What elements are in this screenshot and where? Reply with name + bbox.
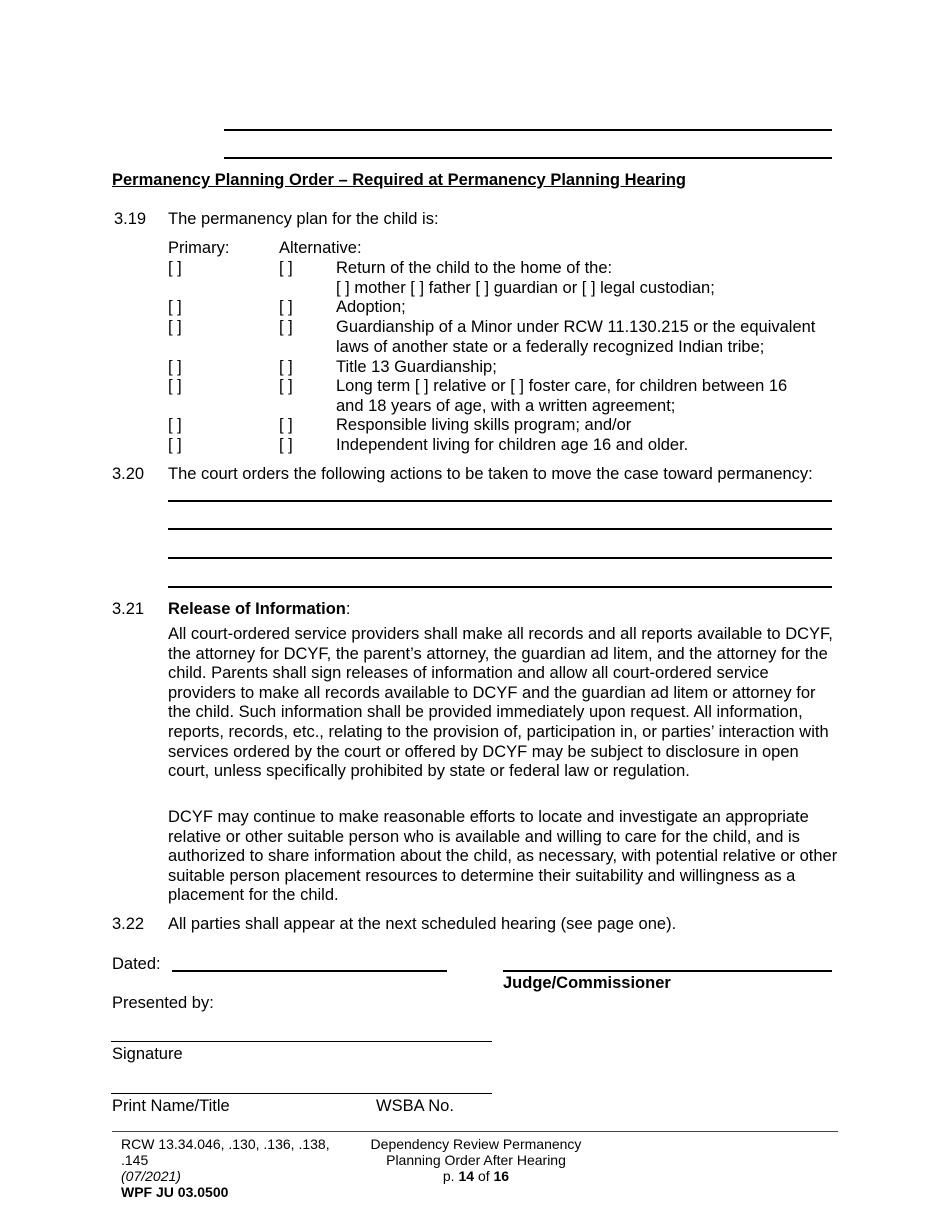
judge-commissioner-label: Judge/Commissioner — [503, 974, 671, 992]
footer-page-number — [351, 1168, 601, 1184]
section-title: Permanency Planning Order – Required at Permanency Planning Hearing — [112, 171, 687, 189]
section-3-20-text: The court orders the following actions to be taken to move the case toward permanency: — [168, 465, 813, 483]
primary-checkbox-living-skills[interactable]: [ ] — [168, 416, 182, 434]
section-3-19-number: 3.19 — [114, 210, 147, 228]
footer-page-current: 14 — [458, 1168, 475, 1184]
alternative-label: Alternative: — [279, 239, 362, 257]
section-3-21-number: 3.21 — [112, 600, 145, 618]
option-long-term-care: Long term [ ] relative or [ ] foster care, for children between 16 — [336, 377, 788, 395]
print-name-line[interactable] — [111, 1093, 492, 1094]
footer-page-of: of — [477, 1168, 490, 1184]
primary-checkbox-guardianship-minor[interactable]: [ ] — [168, 318, 182, 336]
section-3-21-heading — [168, 600, 350, 619]
alternative-checkbox-return-home[interactable]: [ ] — [279, 259, 293, 277]
alternative-checkbox-long-term-care[interactable]: [ ] — [279, 377, 293, 395]
footer-form-id: WPF JU 03.0500 — [121, 1184, 229, 1200]
wsba-label: WSBA No. — [376, 1097, 454, 1115]
primary-checkbox-return-home[interactable]: [ ] — [168, 259, 182, 277]
primary-checkbox-title-13[interactable]: [ ] — [168, 358, 182, 376]
alternative-checkbox-guardianship-minor[interactable]: [ ] — [279, 318, 293, 336]
alternative-checkbox-living-skills[interactable]: [ ] — [279, 416, 293, 434]
blank-line-top-2 — [224, 157, 832, 159]
primary-checkbox-long-term-care[interactable]: [ ] — [168, 377, 182, 395]
option-independent-living: Independent living for children age 16 and older. — [336, 436, 689, 454]
release-of-information-title: Release of Information — [168, 600, 346, 618]
actions-line-1[interactable] — [168, 500, 832, 502]
option-adoption: Adoption; — [336, 298, 406, 316]
blank-line-top-1 — [224, 129, 832, 131]
actions-line-2[interactable] — [168, 528, 832, 530]
release-of-information-colon: : — [345, 600, 351, 618]
release-paragraph-1: All court-ordered service providers shall make all records and all reports available to DCYF, the attorney for DCYF, the parent’s attorney, the guardian ad litem, and the attorney for the child. Parents shall sign releases of information and allow all court-ordered service providers to make all records available to DCYF and the guardian ad litem or attorney for the child. Such information shall be provided immediately upon request. All information, reports, records, etc., relating to the provision of, participation in, or parties’ interaction with services ordered by the court or offered by DCYF may be subject to disclosure in open court, unless specifically prohibited by state or federal law or regulation. — [168, 625, 833, 781]
option-living-skills: Responsible living skills program; and/or — [336, 416, 632, 434]
footer-page-prefix: p. — [442, 1168, 455, 1184]
footer-page-total: 16 — [493, 1168, 510, 1184]
section-3-19-text: The permanency plan for the child is: — [168, 210, 439, 228]
alternative-checkbox-adoption[interactable]: [ ] — [279, 298, 293, 316]
footer-title-line-2: Planning Order After Hearing — [386, 1152, 566, 1168]
signature-line[interactable] — [111, 1041, 492, 1042]
actions-line-4[interactable] — [168, 586, 832, 588]
option-return-home-parties: [ ] mother [ ] father [ ] guardian or [ ] legal custodian; — [336, 279, 715, 297]
signature-label: Signature — [112, 1045, 183, 1063]
footer-divider — [112, 1131, 838, 1132]
alternative-checkbox-independent-living[interactable]: [ ] — [279, 436, 293, 454]
footer-left — [121, 1136, 351, 1200]
option-guardianship-minor: Guardianship of a Minor under RCW 11.130.215 or the equivalent — [336, 318, 816, 336]
option-return-home: Return of the child to the home of the: — [336, 259, 613, 277]
dated-label: Dated: — [112, 955, 161, 973]
release-paragraph-2: DCYF may continue to make reasonable efforts to locate and investigate an appropriate relative or other suitable person who is available and willing to care for the child, and is authorized to share information about the child, as necessary, with potential relative or other suitable person placement resources to determine their suitability and willingness as a placement for the child. — [168, 808, 838, 905]
footer-center — [351, 1136, 601, 1184]
footer-date: (07/2021) — [121, 1168, 181, 1184]
section-3-22-text: All parties shall appear at the next scheduled hearing (see page one). — [168, 915, 677, 933]
section-3-22-number: 3.22 — [112, 915, 145, 933]
footer-title-line-1: Dependency Review Permanency — [370, 1136, 582, 1152]
actions-line-3[interactable] — [168, 557, 832, 559]
footer-rcw-line-1: RCW 13.34.046, .130, .136, .138, — [121, 1136, 330, 1152]
judge-signature-line[interactable] — [503, 970, 832, 972]
section-3-20-number: 3.20 — [112, 465, 145, 483]
primary-checkbox-independent-living[interactable]: [ ] — [168, 436, 182, 454]
print-name-title-label: Print Name/Title — [112, 1097, 230, 1115]
alternative-checkbox-title-13[interactable]: [ ] — [279, 358, 293, 376]
option-guardianship-minor-cont: laws of another state or a federally recognized Indian tribe; — [336, 338, 765, 356]
option-title-13-guardianship: Title 13 Guardianship; — [336, 358, 497, 376]
primary-checkbox-adoption[interactable]: [ ] — [168, 298, 182, 316]
footer-rcw-line-2: .145 — [121, 1152, 149, 1168]
presented-by-label: Presented by: — [112, 994, 214, 1012]
dated-line[interactable] — [172, 970, 447, 972]
primary-label: Primary: — [168, 239, 230, 257]
option-long-term-care-cont: and 18 years of age, with a written agreement; — [336, 397, 676, 415]
